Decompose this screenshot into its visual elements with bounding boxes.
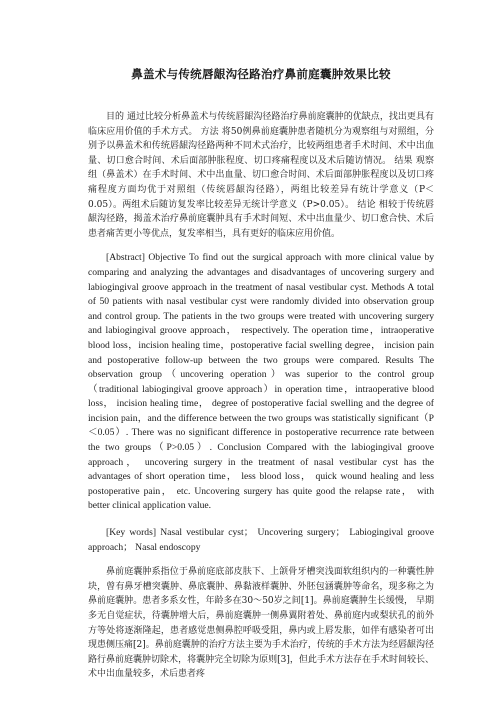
- chinese-abstract: 目的 通过比较分析鼻盖术与传统唇龈沟径路治疗鼻前庭囊肿的优缺点，找出更具有临床应用价值的手术方式。 方法 将50例鼻前庭囊肿患者随机分为观察组与对照组，分别予以鼻盖术和传统唇龈沟径路两种不同术式治疗，比较两组患者手术时间、术中出血量、切口愈合时间、术后面部肿胀程度、切口疼痛程度以及术后随访情况。 结果 观察组（鼻盖术）在手术时间、术中出血量、切口愈合时间、术后面部肿胀程度以及切口疼痛程度方面均优于对照组（传统唇龈沟径路），两组比较差异有统计学意义（P＜0.05）。两组术后随访复发率比较差异无统计学意义（P>0.05）。 结论 相较于传统唇龈沟径路，揭盖术治疗鼻前庭囊肿具有手术时间短、术中出血量少、切口愈合快、术后患者痛苦更小等优点，复发率相当，具有更好的临床应用价值。: [88, 112, 434, 239]
- body-paragraph: 鼻前庭囊肿系指位于鼻前庭底部皮肤下、上颌骨牙槽突浅面软组织内的一种囊性肿块，曾有鼻牙槽突囊肿、鼻底囊肿、鼻黏液样囊肿、外胚包涵囊肿等命名，现多称之为鼻前庭囊肿。患者多系女性，年龄多在30～50岁之间[1]。鼻前庭囊肿生长缓慢， 早期多无自觉症状，待囊肿增大后，鼻前庭囊肿一侧鼻翼附着处、鼻前庭内或梨状孔的前外方等处将逐渐隆起，患者感觉患侧鼻腔呼吸受阻，鼻内或上唇发胀，如伴有感染者可出现患侧压痛[2]。鼻前庭囊肿的治疗方法主要为手术治疗，传统的手术方法为经唇龈沟径路行鼻前庭囊肿切除术，将囊肿完全切除为原则[3]，但此手术方法存在手术时间较长、术中出血量较多，术后患者疼: [88, 567, 434, 680]
- english-abstract: [Abstract] Objective To find out the surgical approach with more clinical value by comparing and analyzing the advantages and disadvantages of uncovering surgery and labiogingival groove approach in the treatment of nasal vestibular cyst. Methods A total of 50 patients with nasal vestibular cyst were randomly divided into observation group and control group. The patients in the two groups were treated with uncovering surgery and labiogingival groove approach， respectively. The operation time，intraoperative blood loss，incision healing time，postoperative facial swelling degree， incision pain and postoperative follow-up between the two groups were compared. Results The observation group（uncovering operation）was superior to the control group（traditional labiogingival groove approach）in operation time，intraoperative blood loss， incision healing time， degree of postoperative facial swelling and the degree of incision pain，and the difference between the two groups was statistically significant（P＜0.05）. There was no significant difference in postoperative recurrence rate between the two groups（P>0.05）. Conclusion Compared with the labiogingival groove approach， uncovering surgery in the treatment of nasal vestibular cyst has the advantages of short operation time， less blood loss， quick wound healing and less postoperative pain， etc. Uncovering surgery has quite good the relapse rate， with better clinical application value.: [88, 252, 434, 512]
- keywords: [Key words] Nasal vestibular cyst； Uncovering surgery； Labiogingival groove approach； Nasal endoscopy: [88, 527, 434, 553]
- article-title: 鼻盖术与传统唇龈沟径路治疗鼻前庭囊肿效果比较: [131, 67, 391, 81]
